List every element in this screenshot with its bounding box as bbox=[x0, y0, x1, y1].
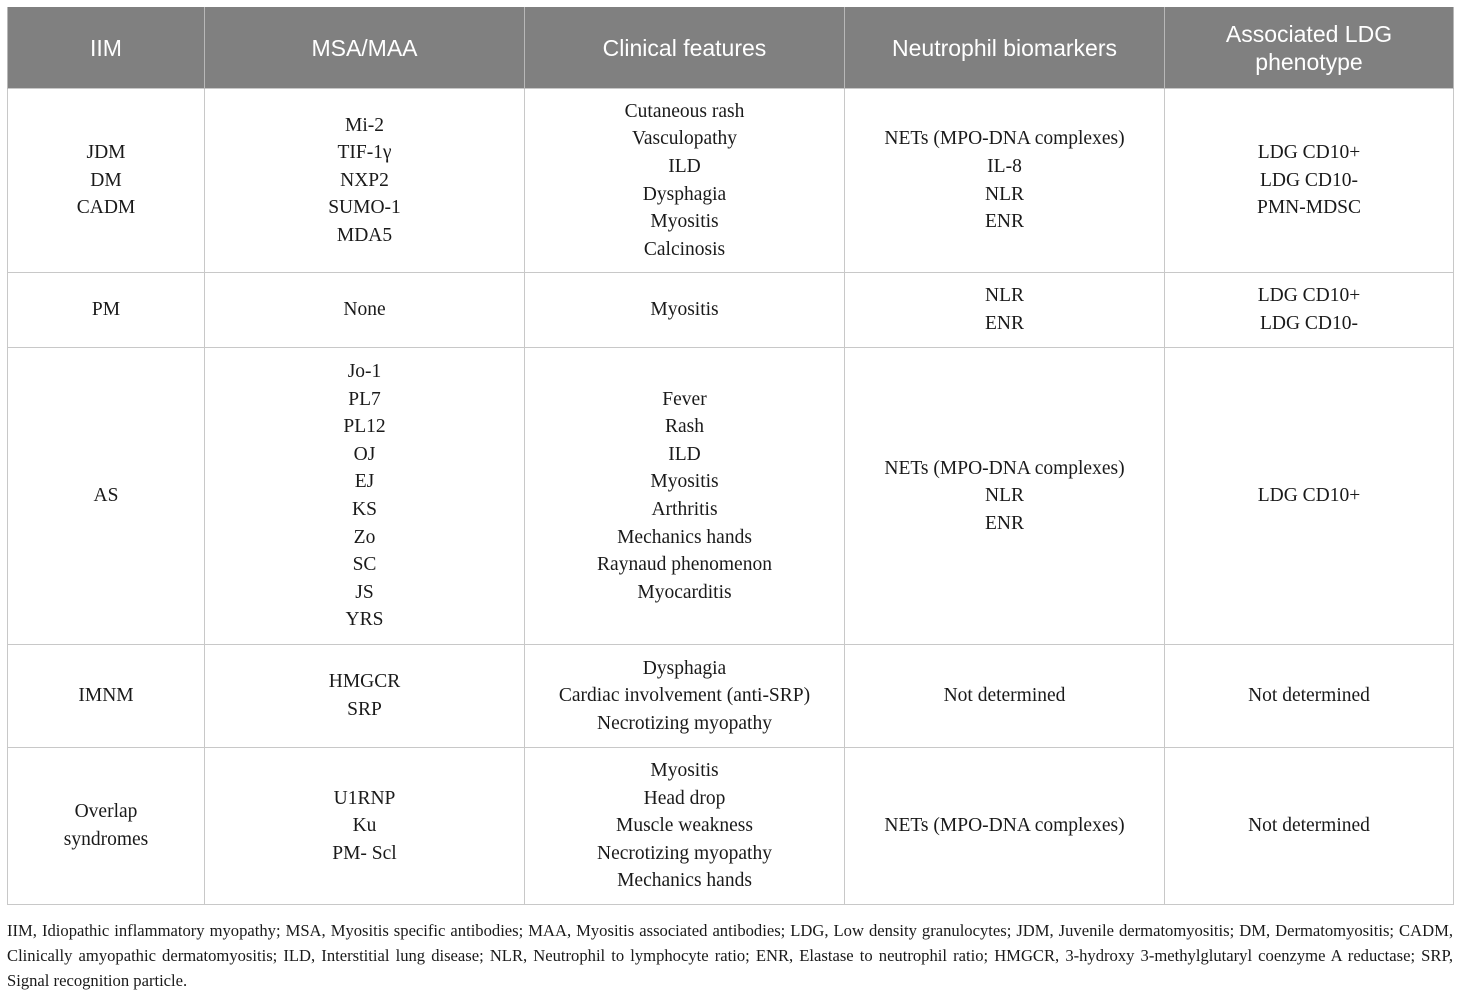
cell-line: Mi-2 bbox=[345, 114, 384, 136]
cell-line: Myositis bbox=[650, 211, 719, 233]
header-clinical-features: Clinical features bbox=[525, 7, 845, 89]
cell-line: Mechanics hands bbox=[617, 526, 752, 548]
cell-line: ENR bbox=[985, 211, 1024, 233]
table-row bbox=[8, 348, 1454, 645]
cell-line: Ku bbox=[352, 815, 377, 837]
cell-line: Myositis bbox=[650, 760, 719, 782]
cell-ldg-phenotype bbox=[1165, 748, 1454, 905]
cell-line: HMGCR bbox=[328, 671, 401, 693]
cell-line: SC bbox=[352, 554, 377, 576]
header-ldg-phenotype: Associated LDG phenotype bbox=[1165, 7, 1454, 89]
cell-line: Muscle weakness bbox=[615, 815, 753, 837]
cell-line: IMNM bbox=[78, 685, 134, 707]
cell-line: EJ bbox=[354, 471, 375, 493]
table-footnote: IIM, Idiopathic inflammatory myopathy; MSA, Myositis specific antibodies; MAA, Myositis associated antibodies; LDG, Low density granulocytes; JDM, Juvenile dermatomyositis; DM, Dermatomyositis; CADM, Clinically amyopathic dermatomyositis; ILD, Interstitial lung disease; NLR, Neutrophil to lymphocyte ratio; ENR, Elastase to neutrophil ratio; HMGCR, 3-hydroxy 3-methylglutaryl coenzyme A reductase; SRP, Signal recognition particle. bbox=[7, 921, 1453, 990]
cell-clinical-features bbox=[525, 348, 845, 645]
cell-line: Not determined bbox=[1248, 815, 1370, 837]
cell-line: MDA5 bbox=[336, 224, 393, 246]
cell-clinical-features bbox=[525, 645, 845, 748]
cell-line: Dysphagia bbox=[642, 183, 727, 205]
cell-neutrophil-biomarkers bbox=[845, 89, 1165, 273]
data-table-container bbox=[7, 7, 1453, 905]
cell-msa-maa bbox=[205, 89, 525, 273]
cell-iim bbox=[8, 348, 205, 645]
header-neutrophil-biomarkers: Neutrophil biomarkers bbox=[845, 7, 1165, 89]
cell-line: Rash bbox=[665, 416, 704, 438]
header-iim: IIM bbox=[8, 7, 205, 89]
cell-line: TIF-1γ bbox=[337, 142, 392, 164]
cell-neutrophil-biomarkers bbox=[845, 748, 1165, 905]
cell-ldg-phenotype bbox=[1165, 89, 1454, 273]
cell-line: NLR bbox=[985, 485, 1024, 507]
cell-line: syndromes bbox=[63, 829, 149, 850]
cell-line: OJ bbox=[353, 443, 376, 465]
cell-neutrophil-biomarkers bbox=[845, 348, 1165, 645]
cell-line: PM bbox=[91, 299, 121, 321]
cell-iim bbox=[8, 89, 205, 273]
cell-ldg-phenotype bbox=[1165, 348, 1454, 645]
cell-line: Head drop bbox=[643, 787, 726, 809]
cell-line: Myocarditis bbox=[637, 581, 732, 603]
cell-line: ILD bbox=[668, 155, 701, 177]
table-row bbox=[8, 748, 1454, 905]
cell-line: NETs (MPO-DNA complexes) bbox=[884, 457, 1125, 479]
cell-line: LDG CD10- bbox=[1259, 313, 1359, 334]
table-row bbox=[8, 645, 1454, 748]
cell-line: U1RNP bbox=[333, 787, 396, 809]
cell-line: ENR bbox=[985, 512, 1024, 534]
cell-msa-maa bbox=[205, 273, 525, 348]
cell-line: IL-8 bbox=[987, 155, 1022, 177]
cell-line: Raynaud phenomenon bbox=[597, 554, 772, 576]
table-row bbox=[8, 273, 1454, 348]
cell-msa-maa bbox=[205, 348, 525, 645]
cell-line: Necrotizing myopathy bbox=[597, 712, 772, 734]
cell-line: Calcinosis bbox=[643, 238, 726, 260]
cell-line: NLR bbox=[985, 183, 1024, 205]
cell-line: PMN-MDSC bbox=[1256, 197, 1362, 219]
cell-line: Not determined bbox=[943, 685, 1066, 707]
cell-line: Cutaneous rash bbox=[624, 100, 745, 122]
cell-line: JS bbox=[355, 581, 374, 603]
cell-line: YRS bbox=[345, 609, 384, 631]
cell-line: Cardiac involvement (anti-SRP) bbox=[558, 685, 811, 707]
cell-line: Vasculopathy bbox=[631, 128, 738, 150]
cell-line: Arthritis bbox=[651, 499, 718, 520]
cell-neutrophil-biomarkers bbox=[845, 273, 1165, 348]
cell-line: ILD bbox=[668, 443, 701, 465]
cell-msa-maa bbox=[205, 748, 525, 905]
table-row bbox=[8, 89, 1454, 273]
cell-line: KS bbox=[352, 499, 377, 520]
cell-clinical-features bbox=[525, 273, 845, 348]
cell-line: NLR bbox=[985, 285, 1024, 307]
cell-line: Fever bbox=[662, 388, 707, 410]
cell-line: NXP2 bbox=[340, 169, 389, 191]
cell-line: Myositis bbox=[650, 299, 719, 321]
cell-clinical-features bbox=[525, 748, 845, 905]
cell-line: LDG CD10+ bbox=[1257, 142, 1361, 164]
cell-line: DM bbox=[90, 169, 122, 191]
cell-iim bbox=[8, 273, 205, 348]
iim-neutrophil-table bbox=[7, 7, 1454, 905]
cell-line: Jo-1 bbox=[347, 361, 382, 383]
cell-line: NETs (MPO-DNA complexes) bbox=[884, 128, 1125, 150]
cell-line: LDG CD10- bbox=[1259, 169, 1359, 191]
cell-line: ENR bbox=[985, 313, 1024, 334]
cell-line: CADM bbox=[76, 197, 136, 219]
cell-neutrophil-biomarkers bbox=[845, 645, 1165, 748]
cell-line: NETs (MPO-DNA complexes) bbox=[884, 815, 1125, 837]
cell-line: SUMO-1 bbox=[328, 197, 401, 219]
cell-line: PL12 bbox=[343, 416, 386, 438]
cell-line: LDG CD10+ bbox=[1257, 485, 1361, 507]
cell-line: Zo bbox=[353, 526, 376, 548]
cell-line: AS bbox=[93, 485, 119, 507]
cell-line: Overlap bbox=[74, 801, 138, 823]
cell-line: Necrotizing myopathy bbox=[597, 842, 772, 864]
cell-line: Not determined bbox=[1248, 685, 1370, 707]
cell-ldg-phenotype bbox=[1165, 273, 1454, 348]
cell-line: SRP bbox=[347, 699, 382, 720]
cell-line: PL7 bbox=[348, 388, 381, 410]
cell-line: LDG CD10+ bbox=[1257, 285, 1361, 307]
cell-line: None bbox=[343, 299, 386, 321]
cell-line: Mechanics hands bbox=[617, 870, 752, 892]
cell-line: JDM bbox=[86, 142, 126, 164]
cell-clinical-features bbox=[525, 89, 845, 273]
cell-msa-maa bbox=[205, 645, 525, 748]
cell-iim bbox=[8, 748, 205, 905]
table-header-row bbox=[8, 7, 1454, 89]
cell-line: PM- Scl bbox=[332, 842, 397, 864]
cell-ldg-phenotype bbox=[1165, 645, 1454, 748]
cell-line: Myositis bbox=[650, 471, 719, 493]
cell-line: Dysphagia bbox=[642, 657, 727, 679]
cell-iim bbox=[8, 645, 205, 748]
header-msa-maa: MSA/MAA bbox=[205, 7, 525, 89]
